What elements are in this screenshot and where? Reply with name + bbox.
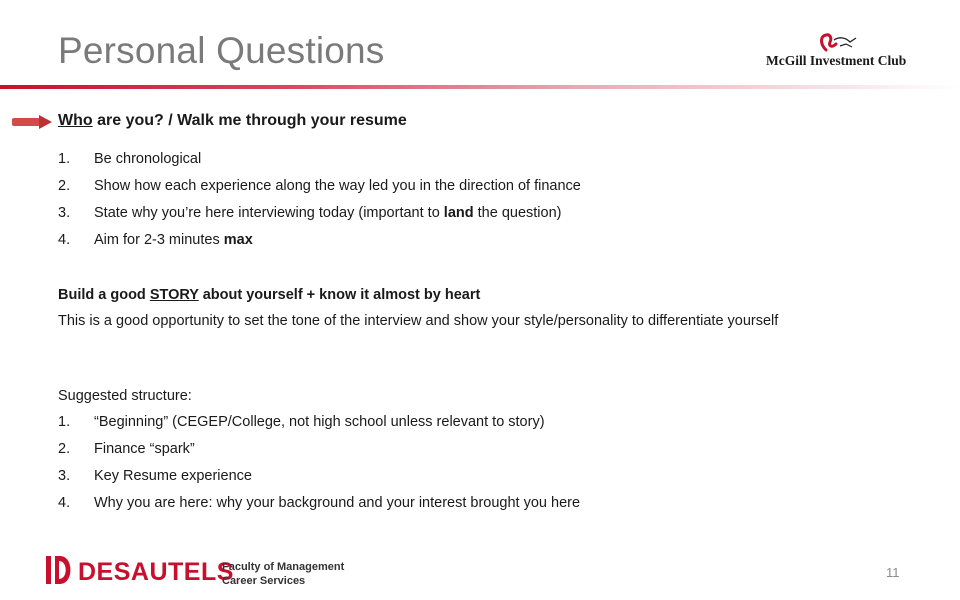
desautels-wordmark: DESAUTELS <box>78 558 234 586</box>
faculty-line-1: Faculty of Management <box>222 561 345 573</box>
desautels-mark-icon <box>44 554 74 586</box>
list-number: 4. <box>58 495 71 511</box>
suggested-structure-label: Suggested structure: <box>58 388 192 404</box>
list-item <box>58 466 580 493</box>
faculty-line-2: Career Services <box>222 575 306 587</box>
list-text: Show how each experience along the way led you in the direction of finance <box>94 178 581 194</box>
list-text: Be chronological <box>94 151 202 167</box>
story-heading <box>58 285 480 305</box>
story-underlined: STORY <box>149 287 199 303</box>
list-text-post: the question) <box>473 205 562 221</box>
list-item <box>58 176 581 203</box>
list-number: 3. <box>58 468 71 484</box>
list-text: Finance “spark” <box>94 441 195 457</box>
opportunity-paragraph: This is a good opportunity to set the tone of the interview and show your style/personality to differentiate yourself <box>58 313 779 329</box>
heading-who: Who <box>58 112 93 129</box>
list-number: 2. <box>58 441 71 457</box>
list-item <box>58 203 581 230</box>
list-text: Key Resume experience <box>94 468 252 484</box>
heading-rest: are you? / Walk me through your resume <box>92 112 407 129</box>
list-item <box>58 412 580 439</box>
list-text-bold: land <box>443 205 474 221</box>
arrow-right-icon <box>12 115 52 129</box>
page-number: 11 <box>886 565 900 580</box>
list-number: 1. <box>58 414 71 430</box>
desautels-logo <box>44 554 364 590</box>
list-number: 1. <box>58 151 71 167</box>
list-number: 4. <box>58 232 71 248</box>
list-item <box>58 439 580 466</box>
story-pre: Build a good <box>58 287 150 303</box>
list-number: 3. <box>58 205 71 221</box>
list-text-pre: State why you’re here interviewing today (important to <box>94 205 444 221</box>
list-number: 2. <box>58 178 71 194</box>
resume-tips-list <box>58 149 581 257</box>
title-divider <box>0 85 960 89</box>
list-item <box>58 149 581 176</box>
mcgill-investment-club-logo <box>766 32 908 72</box>
list-item <box>58 493 580 520</box>
club-logo-text: McGill Investment Club <box>766 53 907 68</box>
question-heading <box>58 112 407 130</box>
list-item <box>58 230 581 257</box>
list-text: “Beginning” (CEGEP/College, not high school unless relevant to story) <box>94 414 545 430</box>
list-text-bold: max <box>223 232 253 248</box>
slide-title: Personal Questions <box>58 30 385 71</box>
list-text: Why you are here: why your background and your interest brought you here <box>94 495 581 511</box>
club-emblem-icon <box>816 32 864 54</box>
story-post: about yourself + know it almost by heart <box>198 287 481 303</box>
suggested-structure-list <box>58 412 580 520</box>
list-text-pre: Aim for 2-3 minutes <box>94 232 224 248</box>
